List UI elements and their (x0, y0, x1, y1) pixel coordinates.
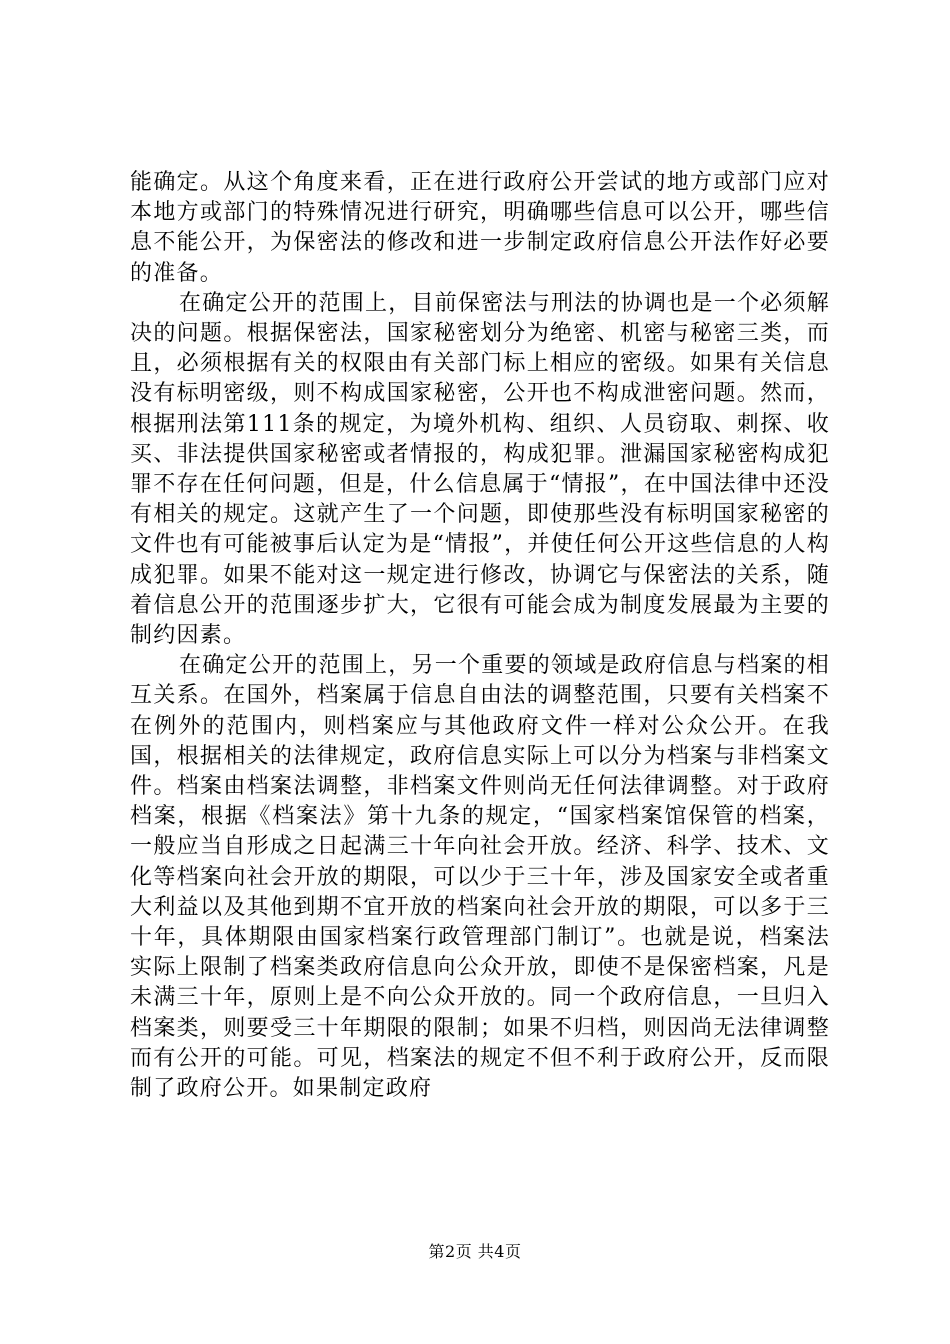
paragraph-continued: 能确定。从这个角度来看，正在进行政府公开尝试的地方或部门应对本地方或部门的特殊情况进行研究，明确哪些信息可以公开，哪些信息不能公开，为保密法的修改和进一步制定政府信息公开法作好必要的准备。 (130, 170, 830, 286)
paragraph-secrecy-criminal-law: 在确定公开的范围上，目前保密法与刑法的协调也是一个必须解决的问题。根据保密法，国家秘密划分为绝密、机密与秘密三类，而且，必须根据有关的权限由有关部门标上相应的密级。如果有关信息没有标明密级，则不构成国家秘密，公开也不构成泄密问题。然而，根据刑法第111条的规定，为境外机构、组织、人员窃取、刺探、收买、非法提供国家秘密或者情报的，构成犯罪。泄漏国家秘密构成犯罪不存在任何问题，但是，什么信息属于“情报”，在中国法律中还没有相关的规定。这就产生了一个问题，即使那些没有标明国家秘密的文件也有可能被事后认定为是“情报”，并使任何公开这些信息的人构成犯罪。如果不能对这一规定进行修改，协调它与保密法的关系，随着信息公开的范围逐步扩大，它很有可能会成为制度发展最为主要的制约因素。 (130, 290, 831, 649)
paragraph-archives: 在确定公开的范围上，另一个重要的领域是政府信息与档案的相互关系。在国外，档案属于信息自由法的调整范围，只要有关档案不在例外的范围内，则档案应与其他政府文件一样对公众公开。在我国，根据相关的法律规定，政府信息实际上可以分为档案与非档案文件。档案由档案法调整，非档案文件则尚无任何法律调整。对于政府档案，根据《档案法》第十九条的规定，“国家档案馆保管的档案，一般应当自形成之日起满三十年向社会开放。经济、科学、技术、文化等档案向社会开放的期限，可以少于三十年，涉及国家安全或者重大利益以及其他到期不宜开放的档案向社会开放的期限，可以多于三十年，具体期限由国家档案行政管理部门制订”。也就是说，档案法实际上限制了档案类政府信息向公众开放，即使不是保密档案，凡是未满三十年，原则上是不向公众开放的。同一个政府信息，一旦归入档案类，则要受三十年期限的限制；如果不归档，则因尚无法律调整而有公开的可能。可见，档案法的规定不但不利于政府公开，反而限制了政府公开。如果制定政府 (130, 653, 831, 1102)
document-body (130, 168, 830, 1104)
page-footer: 第2页 共4页 (428, 1242, 522, 1261)
